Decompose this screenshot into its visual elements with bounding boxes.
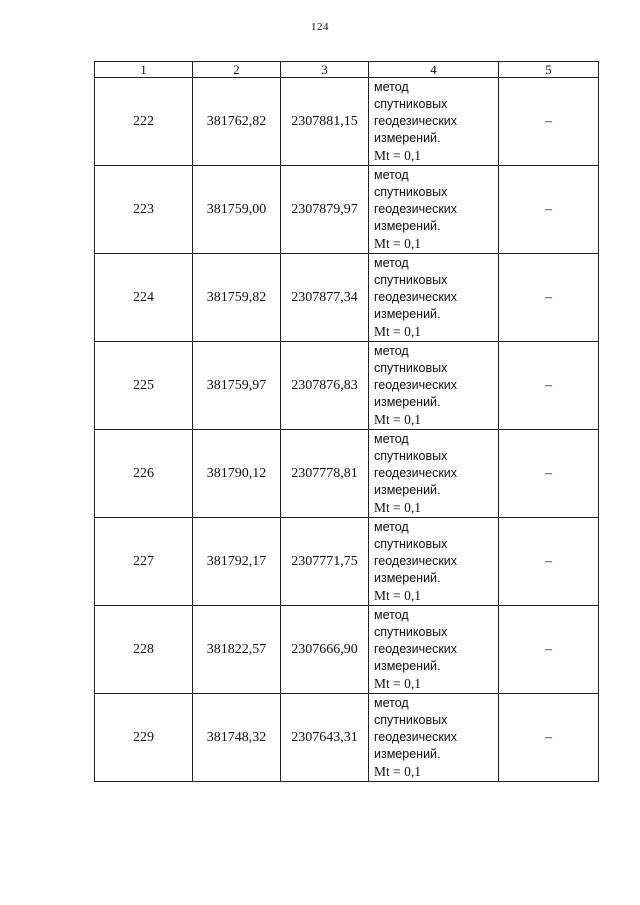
point-number-cell: 229 xyxy=(95,694,193,782)
note-cell: – xyxy=(499,606,599,694)
method-text-line: геодезических xyxy=(374,730,458,744)
accuracy-value: Mt = 0,1 xyxy=(374,148,421,163)
method-text-line: спутниковых xyxy=(374,361,448,375)
method-text-line: измерений. xyxy=(374,395,441,409)
method-text-line: метод xyxy=(374,256,409,270)
method-cell xyxy=(369,166,499,254)
note-cell: – xyxy=(499,694,599,782)
table-row xyxy=(95,342,599,430)
method-text-line: метод xyxy=(374,168,409,182)
y-coordinate-cell: 2307778,81 xyxy=(281,430,369,518)
method-cell xyxy=(369,254,499,342)
point-number-cell: 224 xyxy=(95,254,193,342)
table-row xyxy=(95,518,599,606)
table-header-row xyxy=(95,62,599,78)
method-text-line: спутниковых xyxy=(374,185,448,199)
note-cell: – xyxy=(499,254,599,342)
method-text-line: метод xyxy=(374,520,409,534)
method-text-line: спутниковых xyxy=(374,273,448,287)
point-number-cell: 222 xyxy=(95,78,193,166)
method-text-line: измерений. xyxy=(374,483,441,497)
y-coordinate-cell: 2307879,97 xyxy=(281,166,369,254)
table-row xyxy=(95,78,599,166)
accuracy-value: Mt = 0,1 xyxy=(374,412,421,427)
x-coordinate-cell: 381748,32 xyxy=(193,694,281,782)
method-text-line: спутниковых xyxy=(374,625,448,639)
method-cell xyxy=(369,518,499,606)
x-coordinate-cell: 381762,82 xyxy=(193,78,281,166)
method-cell xyxy=(369,78,499,166)
method-text-line: измерений. xyxy=(374,131,441,145)
method-cell xyxy=(369,342,499,430)
note-cell: – xyxy=(499,166,599,254)
y-coordinate-cell: 2307643,31 xyxy=(281,694,369,782)
accuracy-value: Mt = 0,1 xyxy=(374,676,421,691)
table-row xyxy=(95,694,599,782)
column-header: 5 xyxy=(499,62,599,78)
method-text-line: метод xyxy=(374,344,409,358)
method-text-line: измерений. xyxy=(374,747,441,761)
method-text-line: измерений. xyxy=(374,571,441,585)
x-coordinate-cell: 381822,57 xyxy=(193,606,281,694)
y-coordinate-cell: 2307666,90 xyxy=(281,606,369,694)
point-number-cell: 225 xyxy=(95,342,193,430)
method-text-line: геодезических xyxy=(374,378,458,392)
method-text-line: метод xyxy=(374,608,409,622)
method-text-line: спутниковых xyxy=(374,97,448,111)
method-text-line: геодезических xyxy=(374,554,458,568)
method-cell xyxy=(369,694,499,782)
point-number-cell: 228 xyxy=(95,606,193,694)
y-coordinate-cell: 2307881,15 xyxy=(281,78,369,166)
method-text-line: геодезических xyxy=(374,642,458,656)
accuracy-value: Mt = 0,1 xyxy=(374,324,421,339)
accuracy-value: Mt = 0,1 xyxy=(374,764,421,779)
method-text-line: геодезических xyxy=(374,466,458,480)
x-coordinate-cell: 381759,82 xyxy=(193,254,281,342)
table-body xyxy=(95,78,599,782)
x-coordinate-cell: 381759,97 xyxy=(193,342,281,430)
y-coordinate-cell: 2307876,83 xyxy=(281,342,369,430)
column-header: 1 xyxy=(95,62,193,78)
method-text-line: геодезических xyxy=(374,290,458,304)
x-coordinate-cell: 381790,12 xyxy=(193,430,281,518)
method-text-line: измерений. xyxy=(374,659,441,673)
column-header: 3 xyxy=(281,62,369,78)
table-row xyxy=(95,606,599,694)
method-text-line: метод xyxy=(374,80,409,94)
y-coordinate-cell: 2307877,34 xyxy=(281,254,369,342)
column-header: 2 xyxy=(193,62,281,78)
coordinates-table xyxy=(94,61,599,782)
method-text-line: метод xyxy=(374,432,409,446)
method-cell xyxy=(369,430,499,518)
y-coordinate-cell: 2307771,75 xyxy=(281,518,369,606)
x-coordinate-cell: 381759,00 xyxy=(193,166,281,254)
point-number-cell: 227 xyxy=(95,518,193,606)
page-number: 124 xyxy=(311,21,329,33)
method-cell xyxy=(369,606,499,694)
accuracy-value: Mt = 0,1 xyxy=(374,236,421,251)
method-text-line: спутниковых xyxy=(374,537,448,551)
method-text-line: спутниковых xyxy=(374,713,448,727)
note-cell: – xyxy=(499,430,599,518)
accuracy-value: Mt = 0,1 xyxy=(374,588,421,603)
x-coordinate-cell: 381792,17 xyxy=(193,518,281,606)
column-header: 4 xyxy=(369,62,499,78)
method-text-line: геодезических xyxy=(374,114,458,128)
table-row xyxy=(95,254,599,342)
method-text-line: измерений. xyxy=(374,219,441,233)
point-number-cell: 226 xyxy=(95,430,193,518)
method-text-line: спутниковых xyxy=(374,449,448,463)
accuracy-value: Mt = 0,1 xyxy=(374,500,421,515)
note-cell: – xyxy=(499,342,599,430)
method-text-line: геодезических xyxy=(374,202,458,216)
method-text-line: метод xyxy=(374,696,409,710)
note-cell: – xyxy=(499,518,599,606)
point-number-cell: 223 xyxy=(95,166,193,254)
table-row xyxy=(95,166,599,254)
table-row xyxy=(95,430,599,518)
note-cell: – xyxy=(499,78,599,166)
method-text-line: измерений. xyxy=(374,307,441,321)
